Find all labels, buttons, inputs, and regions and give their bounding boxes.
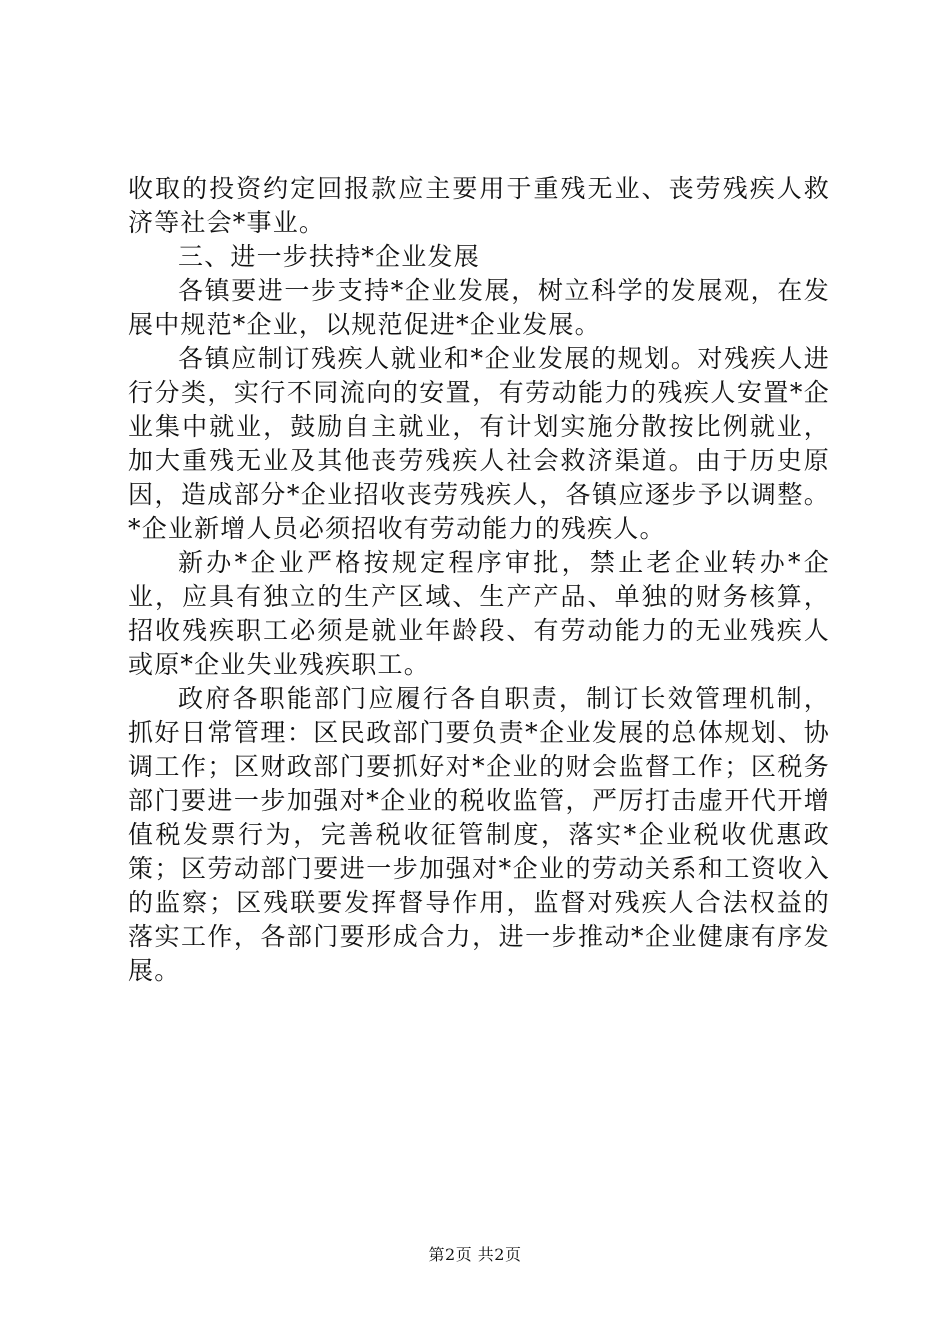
paragraph: 新办*企业严格按规定程序审批，禁止老企业转办*企业，应具有独立的生产区域、生产产品、单独的财务核算，招收残疾职工必须是就业年龄段、有劳动能力的无业残疾人或原*企业失业残疾职工。 [128, 548, 830, 679]
paragraph-continuation: 收取的投资约定回报款应主要用于重残无业、丧劳残疾人救济等社会*事业。 [128, 174, 830, 237]
paragraph: 各镇要进一步支持*企业发展，树立科学的发展观，在发展中规范*企业，以规范促进*企业发展。 [128, 276, 830, 339]
document-body [128, 172, 830, 988]
section-heading: 三、进一步扶持*企业发展 [178, 242, 480, 271]
paragraph: 政府各职能部门应履行各自职责，制订长效管理机制，抓好日常管理：区民政部门要负责*企业发展的总体规划、协调工作；区财政部门要抓好对*企业的财会监督工作；区税务部门要进一步加强对*企业的税收监管，严厉打击虚开代开增值税发票行为，完善税收征管制度，落实*企业税收优惠政策；区劳动部门要进一步加强对*企业的劳动关系和工资收入的监察；区残联要发挥督导作用，监督对残疾人合法权益的落实工作，各部门要形成合力，进一步推动*企业健康有序发展。 [128, 684, 830, 985]
paragraph: 各镇应制订残疾人就业和*企业发展的规划。对残疾人进行分类，实行不同流向的安置，有劳动能力的残疾人安置*企业集中就业，鼓励自主就业，有计划实施分散按比例就业，加大重残无业及其他丧劳残疾人社会救济渠道。由于历史原因，造成部分*企业招收丧劳残疾人，各镇应逐步予以调整。*企业新增人员必须招收有劳动能力的残疾人。 [128, 344, 830, 543]
page-number-footer: 第2页 共2页 [428, 1245, 522, 1264]
